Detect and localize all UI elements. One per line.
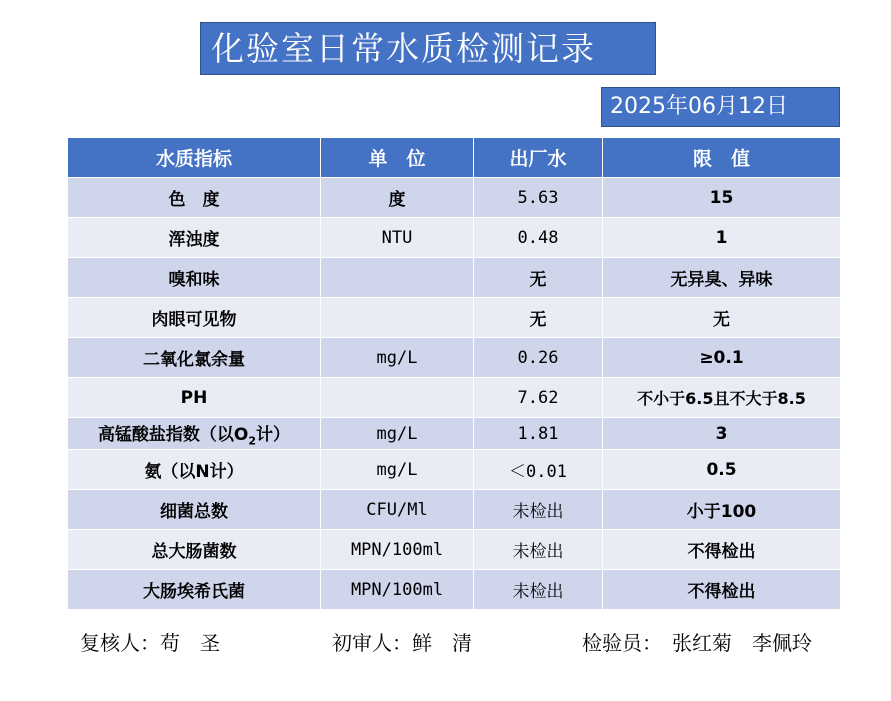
- table-row: [68, 418, 841, 450]
- value-cell: 无: [474, 298, 603, 338]
- unit-cell: 度: [321, 178, 474, 218]
- inspector-signature: 检验员： 张红菊 李佩玲: [582, 631, 812, 655]
- subscript-2: 2: [248, 434, 257, 448]
- limit-cell: 15: [603, 178, 841, 218]
- unit-cell: mg/L: [321, 450, 474, 490]
- header-outlet-water: 出厂水: [474, 138, 603, 178]
- indicator-cell: 大肠埃希氏菌: [68, 570, 321, 610]
- table-row: [68, 570, 841, 610]
- value-cell: 0.48: [474, 218, 603, 258]
- indicator-text-tail: 计）: [256, 424, 291, 445]
- limit-cell: 不得检出: [603, 570, 841, 610]
- unit-cell: MPN/100ml: [321, 570, 474, 610]
- table-row: [68, 258, 841, 298]
- unit-cell: MPN/100ml: [321, 530, 474, 570]
- limit-cell: 无: [603, 298, 841, 338]
- header-limit: 限 值: [603, 138, 841, 178]
- unit-cell: mg/L: [321, 418, 474, 450]
- indicator-cell: 氨（以N计）: [68, 450, 321, 490]
- table-row: [68, 338, 841, 378]
- indicator-text: 高锰酸盐指数（以O: [97, 424, 249, 445]
- indicator-cell: 细菌总数: [68, 490, 321, 530]
- table-row: [68, 450, 841, 490]
- value-cell: 未检出: [474, 530, 603, 570]
- indicator-cell: PH: [68, 378, 321, 418]
- record-date: 2025年06月12日: [601, 87, 840, 127]
- limit-cell: 小于100: [603, 490, 841, 530]
- table-row: [68, 298, 841, 338]
- value-cell: 7.62: [474, 378, 603, 418]
- indicator-cell: 嗅和味: [68, 258, 321, 298]
- limit-cell: 无异臭、异味: [603, 258, 841, 298]
- table-row: [68, 218, 841, 258]
- limit-cell: 不小于6.5且不大于8.5: [603, 378, 841, 418]
- table-row: [68, 530, 841, 570]
- unit-cell: CFU/Ml: [321, 490, 474, 530]
- header-unit: 单 位: [321, 138, 474, 178]
- value-cell: ＜0.01: [474, 450, 603, 490]
- value-cell: 0.26: [474, 338, 603, 378]
- unit-cell: NTU: [321, 218, 474, 258]
- table-row: [68, 378, 841, 418]
- limit-cell: 0.5: [603, 450, 841, 490]
- table-row: [68, 178, 841, 218]
- table-header-row: [68, 138, 841, 178]
- water-quality-table: [67, 137, 841, 610]
- value-cell: 未检出: [474, 490, 603, 530]
- first-reviewer-signature: 初审人：鲜 清: [332, 631, 472, 655]
- value-cell: 1.81: [474, 418, 603, 450]
- limit-cell: 1: [603, 218, 841, 258]
- limit-cell: 3: [603, 418, 841, 450]
- indicator-cell: [68, 418, 321, 450]
- indicator-cell: 二氧化氯余量: [68, 338, 321, 378]
- page-title: 化验室日常水质检测记录: [200, 22, 656, 75]
- unit-cell: [321, 298, 474, 338]
- indicator-cell: 肉眼可见物: [68, 298, 321, 338]
- indicator-cell: 色 度: [68, 178, 321, 218]
- limit-cell: ≥0.1: [603, 338, 841, 378]
- indicator-cell: 总大肠菌数: [68, 530, 321, 570]
- value-cell: 无: [474, 258, 603, 298]
- indicator-cell: 浑浊度: [68, 218, 321, 258]
- header-indicator: 水质指标: [68, 138, 321, 178]
- value-cell: 未检出: [474, 570, 603, 610]
- value-cell: 5.63: [474, 178, 603, 218]
- reviewer-signature: 复核人：苟 圣: [80, 631, 220, 655]
- unit-cell: [321, 378, 474, 418]
- unit-cell: [321, 258, 474, 298]
- limit-cell: 不得检出: [603, 530, 841, 570]
- table-row: [68, 490, 841, 530]
- unit-cell: mg/L: [321, 338, 474, 378]
